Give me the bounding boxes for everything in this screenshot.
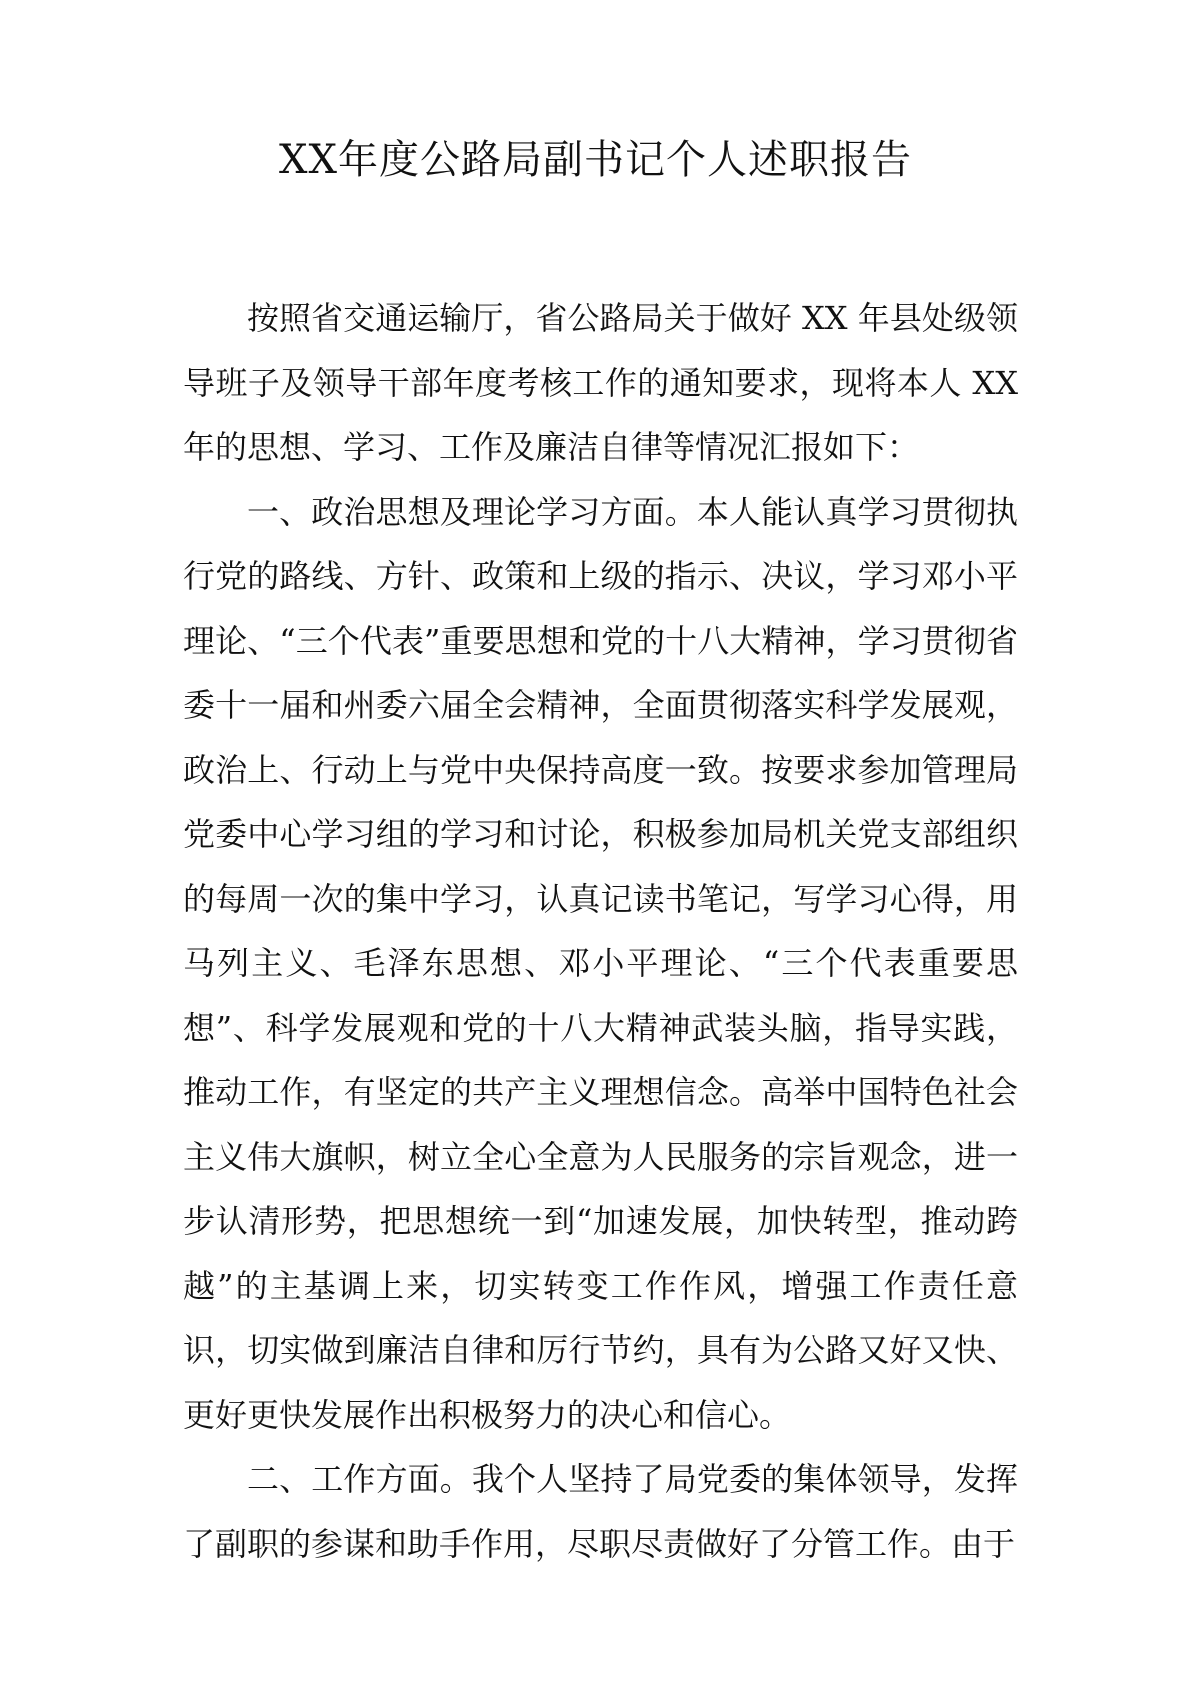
paragraph-political-study: 一、政治思想及理论学习方面。本人能认真学习贯彻执行党的路线、方针、政策和上级的指示、决议，学习邓小平理论、“三个代表”重要思想和党的十八大精神，学习贯彻省委十一届和州委六届全会精神，全面贯彻落实科学发展观，政治上、行动上与党中央保持高度一致。按要求参加管理局党委中心学习组的学习和讨论，积极参加局机关党支部组织的每周一次的集中学习，认真记读书笔记，写学习心得，用马列主义、毛泽东思想、邓小平理论、“三个代表重要思想”、科学发展观和党的十八大精神武装头脑，指导实践，推动工作，有坚定的共产主义理想信念。高举中国特色社会主义伟大旗帜，树立全心全意为人民服务的宗旨观念，进一步认清形势，把思想统一到“加速发展，加快转型，推动跨越”的主基调上来，切实转变工作作风，增强工作责任意识，切实做到廉洁自律和厉行节约，具有为公路又好又快、更好更快发展作出积极努力的决心和信心。 (183, 492, 1018, 1434)
paragraph-work: 二、工作方面。我个人坚持了局党委的集体领导，发挥了副职的参谋和助手作用，尽职尽责做好了分管工作。由于 (183, 1460, 1018, 1563)
document-body (183, 286, 1018, 1576)
document-title: XX年度公路局副书记个人述职报告 (279, 137, 912, 183)
paragraph-intro: 按照省交通运输厅，省公路局关于做好 XX 年县处级领导班子及领导干部年度考核工作的通知要求，现将本人 XX 年的思想、学习、工作及廉洁自律等情况汇报如下： (183, 299, 1018, 466)
